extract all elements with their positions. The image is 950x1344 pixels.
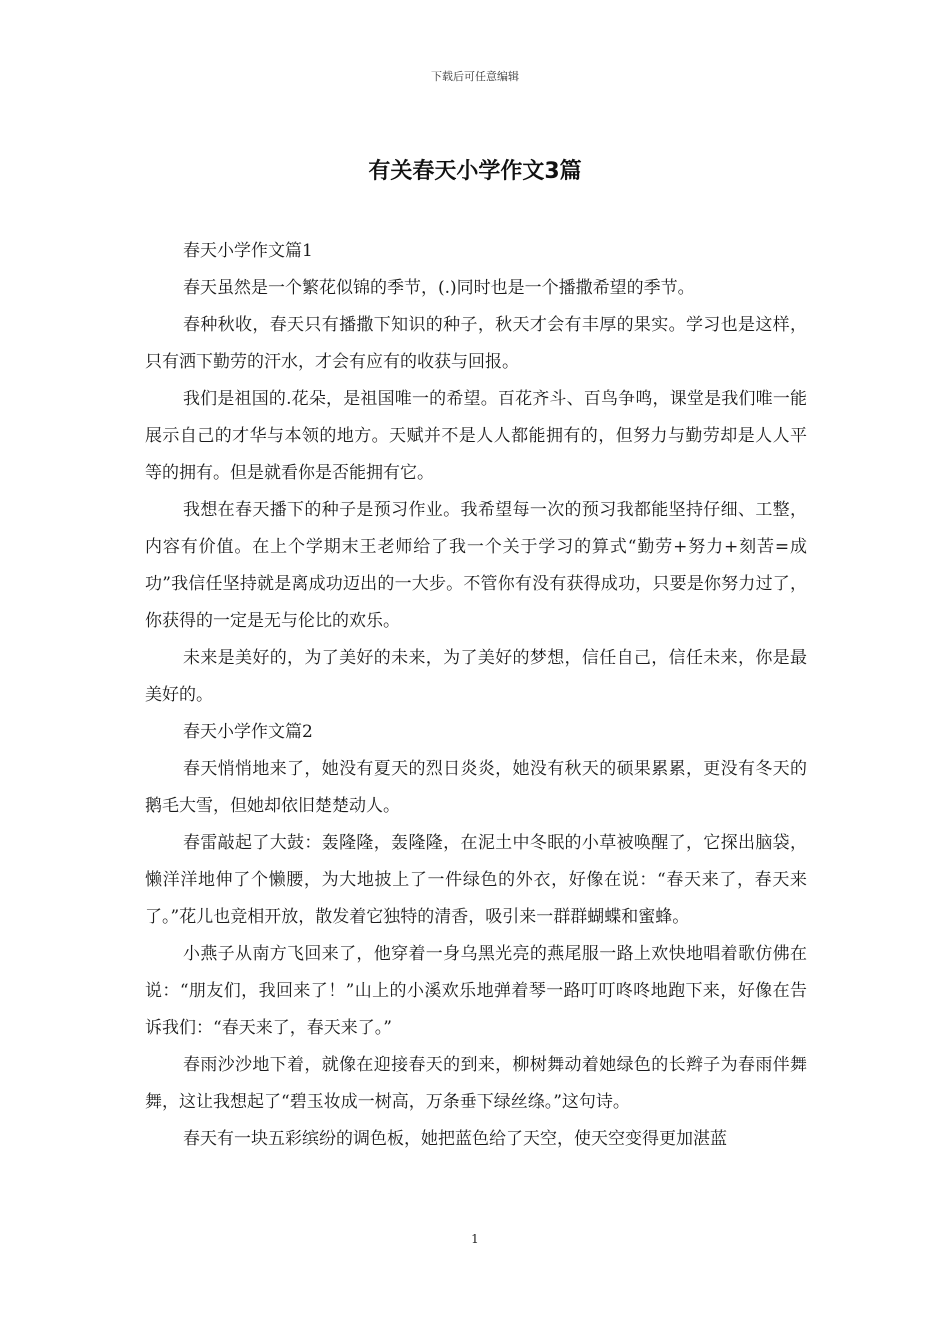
page-number: 1 <box>471 1232 479 1246</box>
paragraph: 我们是祖国的.花朵，是祖国唯一的希望。百花齐斗、百鸟争鸣，课堂是我们唯一能展示自己的才华与本领的地方。天赋并不是人人都能拥有的，但努力与勤劳却是人人平等的拥有。但是就看你是否能拥有它。 <box>145 389 807 483</box>
section-heading: 春天小学作文篇1 <box>183 241 313 261</box>
document-body <box>145 233 807 1158</box>
paragraph: 春天虽然是一个繁花似锦的季节，(.)同时也是一个播撒希望的季节。 <box>183 278 695 298</box>
paragraph: 小燕子从南方飞回来了，他穿着一身乌黑光亮的燕尾服一路上欢快地唱着歌仿佛在说：“朋友们，我回来了！”山上的小溪欢乐地弹着琴一路叮叮咚咚地跑下来，好像在告诉我们：“春天来了，春天来了。” <box>145 944 807 1038</box>
paragraph: 春种秋收，春天只有播撒下知识的种子，秋天才会有丰厚的果实。学习也是这样，只有洒下勤劳的汗水，才会有应有的收获与回报。 <box>145 315 807 372</box>
paragraph: 春天悄悄地来了，她没有夏天的烈日炎炎，她没有秋天的硕果累累，更没有冬天的鹅毛大雪，但她却依旧楚楚动人。 <box>145 759 807 816</box>
paragraph: 春雨沙沙地下着，就像在迎接春天的到来，柳树舞动着她绿色的长辫子为春雨伴舞舞，这让我想起了“碧玉妆成一树高，万条垂下绿丝绦。”这句诗。 <box>145 1055 807 1112</box>
paragraph: 春雷敲起了大鼓：轰隆隆，轰隆隆，在泥土中冬眠的小草被唤醒了，它探出脑袋，懒洋洋地伸了个懒腰，为大地披上了一件绿色的外衣，好像在说：“春天来了，春天来了。”花儿也竞相开放，散发着它独特的清香，吸引来一群群蝴蝶和蜜蜂。 <box>145 833 807 927</box>
document-title: 有关春天小学作文3篇 <box>368 159 582 184</box>
paragraph: 春天有一块五彩缤纷的调色板，她把蓝色给了天空，使天空变得更加湛蓝 <box>183 1129 727 1149</box>
paragraph: 我想在春天播下的种子是预习作业。我希望每一次的预习我都能坚持仔细、工整，内容有价值。在上个学期末王老师给了我一个关于学习的算式“勤劳+努力+刻苦=成功”我信任坚持就是离成功迈出的一大步。不管你有没有获得成功，只要是你努力过了，你获得的一定是无与伦比的欢乐。 <box>145 500 807 631</box>
page-header: 下载后可任意编辑 <box>431 70 519 83</box>
section-heading: 春天小学作文篇2 <box>183 722 313 742</box>
paragraph: 未来是美好的，为了美好的未来，为了美好的梦想，信任自己，信任未来，你是最美好的。 <box>145 648 807 705</box>
